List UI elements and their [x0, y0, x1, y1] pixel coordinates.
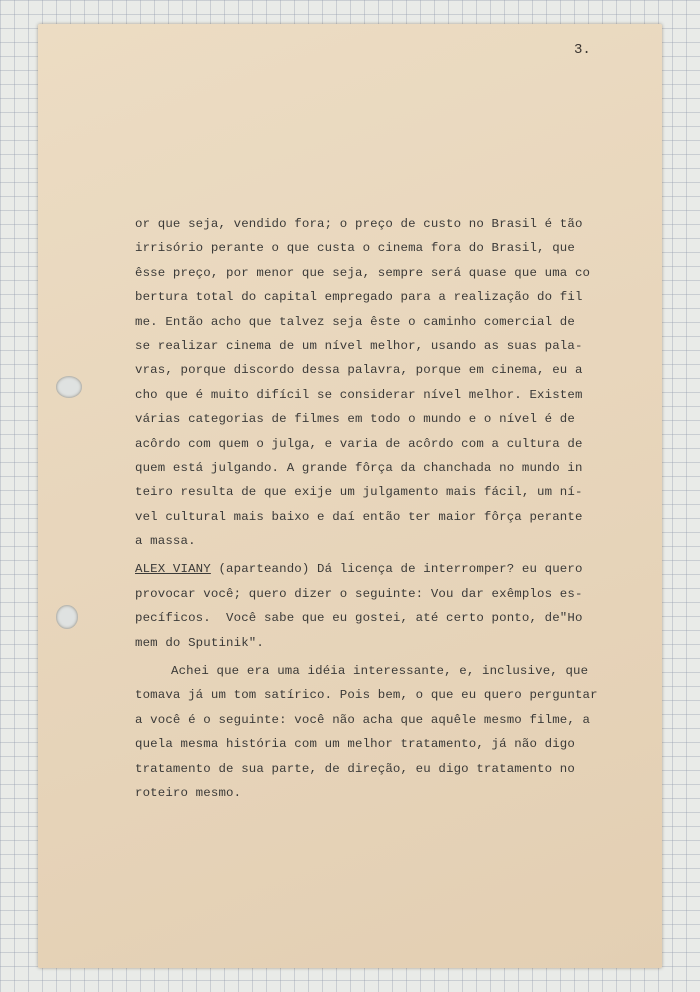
text-line: me. Então acho que talvez seja êste o caminho comercial de — [135, 314, 575, 329]
text-line: cho que é muito difícil se considerar nível melhor. Existem — [135, 387, 583, 402]
punch-hole — [56, 605, 78, 629]
text-line: Achei que era uma idéia interessante, e, inclusive, que — [171, 664, 589, 679]
text-line: a massa. — [135, 534, 196, 549]
text-line: tratamento de sua parte, de direção, eu digo tratamento no — [135, 761, 575, 776]
text-line: mem do Sputinik". — [135, 635, 264, 650]
text-line: vel cultural mais baixo e daí então ter maior fôrça perante — [135, 509, 583, 524]
text-line: quem está julgando. A grande fôrça da chanchada no mundo in — [135, 460, 583, 475]
text-line: irrisório perante o que custa o cinema fora do Brasil, que — [135, 241, 575, 256]
text-line: êsse preço, por menor que seja, sempre será quase que uma co — [135, 265, 591, 280]
text-line: várias categorias de filmes em todo o mundo e o nível é de — [135, 412, 575, 427]
text-line: provocar você; quero dizer o seguinte: Vou dar exêmplos es- — [135, 586, 583, 601]
typewritten-page — [38, 24, 662, 968]
transcript-text — [135, 212, 615, 805]
speaker-line-text: (aparteando) Dá licença de interromper? eu quero — [210, 562, 583, 577]
text-line: se realizar cinema de um nível melhor, usando as suas pala- — [135, 338, 583, 353]
text-line: bertura total do capital empregado para a realização do fil — [135, 290, 583, 305]
text-line: acôrdo com quem o julga, e varia de acôrdo com a cultura de — [135, 436, 583, 451]
speaker-name: ALEX VIANY — [135, 562, 211, 577]
page-number: 3. — [574, 42, 591, 58]
text-line: vras, porque discordo dessa palavra, porque em cinema, eu a — [135, 363, 583, 378]
text-line: roteiro mesmo. — [135, 785, 242, 800]
text-line: tomava já um tom satírico. Pois bem, o que eu quero perguntar — [135, 688, 598, 703]
punch-hole — [56, 376, 82, 398]
text-line: teiro resulta de que exije um julgamento mais fácil, um ní- — [135, 485, 583, 500]
text-line: or que seja, vendido fora; o preço de custo no Brasil é tão — [135, 217, 583, 231]
speaker-line — [135, 557, 615, 581]
text-line: pecíficos. Você sabe que eu gostei, até certo ponto, de"Ho — [135, 611, 583, 626]
text-line: a você é o seguinte: você não acha que aquêle mesmo filme, a — [135, 712, 591, 727]
text-line: quela mesma história com um melhor tratamento, já não digo — [135, 737, 575, 752]
